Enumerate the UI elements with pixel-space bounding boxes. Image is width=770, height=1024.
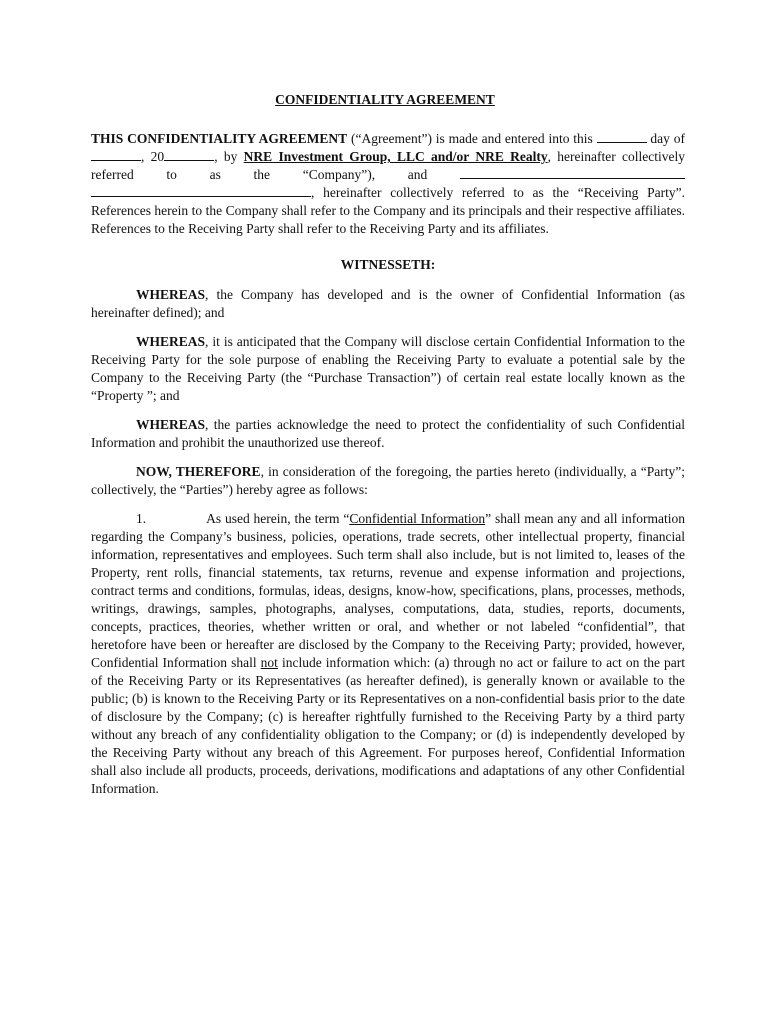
- recital-bold: WHEREAS: [136, 417, 206, 432]
- day-blank[interactable]: [597, 130, 647, 143]
- recital-bold: NOW, THEREFORE: [136, 464, 261, 479]
- intro-paragraph: [91, 130, 685, 238]
- intro-text: day of: [646, 131, 685, 146]
- witnesseth-heading: WITNESSETH:: [340, 257, 436, 272]
- recital-text: , it is anticipated that the Company will disclose certain Confidential Information to the Receiving Party for the sole purpose of enabling the Receiving Party to evaluate a potential sale by the Company to the Receiving Party (the “Purchase Transaction”) of certain real estate locally known as the “Property ”; and: [91, 334, 685, 403]
- intro-lead-bold: THIS CONFIDENTIALITY AGREEMENT: [91, 131, 348, 146]
- recital-4: [91, 463, 685, 499]
- defined-term: Confidential Information: [349, 511, 486, 526]
- recital-bold: WHEREAS: [136, 334, 206, 349]
- section-number: 1.: [136, 511, 147, 526]
- company-name: NRE Investment Group, LLC and/or NRE Realty: [243, 149, 548, 164]
- emphasis-not: not: [260, 655, 278, 670]
- recital-text: , in consideration of the foregoing, the parties hereto (individually, a “Party”; collectively, the “Parties”) hereby agree as follows:: [91, 464, 686, 497]
- intro-text: , hereinafter collectively referred to as the “Company”), and: [91, 149, 686, 182]
- recital-1: [91, 286, 685, 322]
- intro-text: , by: [214, 149, 244, 164]
- document-title: CONFIDENTIALITY AGREEMENT: [275, 92, 495, 107]
- section-text: ” shall mean any and all information regarding the Company’s business, policies, operations, trade secrets, other intellectual property, financial information, representatives and employees. Such term shall also include, but is not limited to, leases of the Property, rent rolls, financial statements, tax returns, revenue and expense information and projections, contract terms and conditions, formulas, ideas, designs, know-how, specifications, plans, processes, methods, writings, drawings, samples, photographs, analyses, computations, data, studies, reports, documents, concepts, practices, theories, whether written or oral, and whether or not labeled “confidential”, that heretofore have been or hereafter are disclosed by the Company to the Receiving Party; provided, however, Confidential Information shall: [91, 511, 686, 670]
- section-text: As used herein, the term “: [206, 511, 350, 526]
- recital-3: [91, 416, 685, 452]
- recital-bold: WHEREAS: [136, 287, 206, 302]
- receiving-party-blank-2[interactable]: [91, 184, 311, 197]
- intro-text: (“Agreement”) is made and entered into this: [347, 131, 597, 146]
- intro-text: , 20: [141, 149, 165, 164]
- intro-text: , hereinafter collectively referred to as the “Receiving Party”. References herein to the Company shall refer to the Company and its principals and their respective affiliates. References to the Receiving Party shall refer to the Receiving Party and its affiliates.: [91, 185, 685, 236]
- receiving-party-blank-1[interactable]: [460, 166, 685, 179]
- recital-2: [91, 333, 685, 405]
- recital-text: , the Company has developed and is the owner of Confidential Information (as hereinafter defined); and: [91, 287, 685, 320]
- section-text: include information which: (a) through no act or failure to act on the part of the Receiving Party or its Representatives (as hereafter defined), is generally known or available to the public; (b) is known to the Receiving Party or its Representatives on a non-confidential basis prior to the date of disclosure by the Company; (c) is hereafter rightfully furnished to the Receiving Party by a third party without any breach of any confidentiality obligation to the Company; or (d) is independently developed by the Receiving Party without any breach of this Agreement. For purposes hereof, Confidential Information shall also include all products, proceeds, derivations, modifications and adaptations of any other Confidential Information.: [91, 655, 685, 796]
- year-blank[interactable]: [164, 148, 214, 161]
- document-body: [91, 130, 685, 798]
- section-1: [91, 510, 685, 798]
- recital-text: , the parties acknowledge the need to protect the confidentiality of such Confidential Information and prohibit the unauthorized use thereof.: [91, 417, 685, 450]
- month-blank[interactable]: [91, 148, 141, 161]
